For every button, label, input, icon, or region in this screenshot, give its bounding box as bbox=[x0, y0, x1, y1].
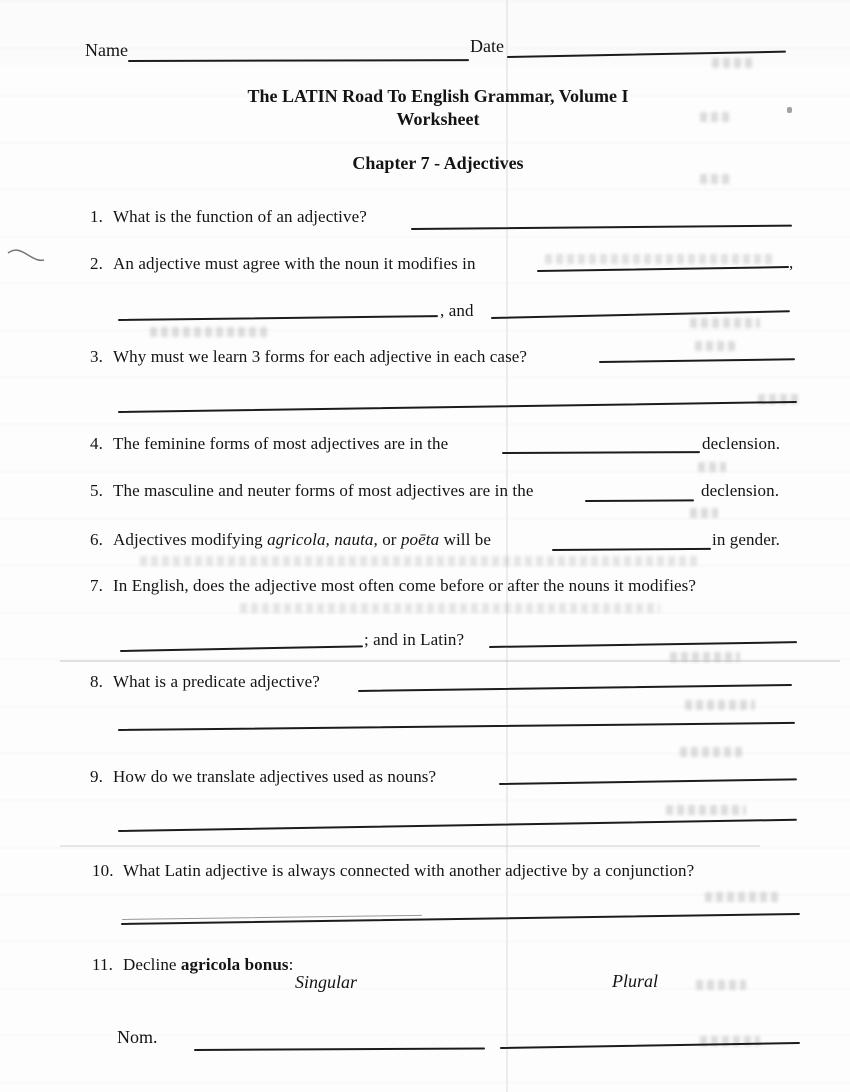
question-5 bbox=[90, 480, 533, 501]
question-5-number: 5. bbox=[90, 481, 103, 500]
nominative-singular-blank bbox=[194, 1047, 485, 1051]
question-3 bbox=[90, 346, 527, 367]
pen-mark-artifact bbox=[6, 246, 46, 268]
answer-blank-q6 bbox=[552, 548, 711, 551]
bleedthrough-artifact bbox=[666, 805, 746, 815]
bleedthrough-artifact bbox=[150, 327, 270, 337]
date-blank bbox=[507, 51, 786, 58]
answer-blank-q3b bbox=[118, 401, 797, 413]
question-3-number: 3. bbox=[90, 347, 103, 366]
bleedthrough-artifact bbox=[705, 892, 780, 902]
bleedthrough-artifact bbox=[696, 980, 746, 990]
question-11-lead: Decline bbox=[123, 955, 177, 974]
question-2 bbox=[90, 253, 476, 274]
question-6-lead: Adjectives modifying bbox=[113, 530, 263, 549]
bleedthrough-artifact bbox=[670, 652, 740, 662]
question-6-suffix: in gender. bbox=[712, 530, 781, 549]
question-2-text: An adjective must agree with the noun it modifies in bbox=[113, 254, 476, 273]
bleedthrough-artifact bbox=[712, 58, 756, 68]
latin-word-nauta: nauta, bbox=[334, 530, 378, 549]
scanner-streak-horizontal bbox=[60, 845, 760, 847]
bleedthrough-artifact bbox=[680, 747, 742, 757]
answer-blank-q4 bbox=[502, 451, 700, 454]
question-11 bbox=[92, 954, 293, 975]
question-9-number: 9. bbox=[90, 767, 103, 786]
name-blank bbox=[128, 59, 469, 62]
question-4 bbox=[90, 433, 448, 454]
bleedthrough-artifact bbox=[698, 462, 726, 472]
bleedthrough-artifact bbox=[690, 508, 718, 518]
answer-blank-q5 bbox=[585, 499, 694, 501]
bleedthrough-artifact bbox=[240, 603, 660, 613]
plural-column-header: Plural bbox=[612, 971, 659, 991]
question-10-number: 10. bbox=[92, 861, 114, 880]
answer-blank-q8b bbox=[118, 722, 795, 731]
question-9-text: How do we translate adjectives used as nouns? bbox=[113, 767, 437, 786]
bleedthrough-artifact bbox=[140, 556, 700, 566]
question-3-text: Why must we learn 3 forms for each adjective in each case? bbox=[113, 347, 528, 366]
question-1-number: 1. bbox=[90, 207, 103, 226]
question-7 bbox=[90, 575, 696, 596]
question-5-text: The masculine and neuter forms of most adjectives are in the bbox=[113, 481, 534, 500]
latin-word-poeta: poēta bbox=[400, 530, 440, 549]
question-4-suffix: declension. bbox=[702, 434, 781, 453]
question-11-colon: : bbox=[288, 955, 294, 974]
question-8-text: What is a predicate adjective? bbox=[113, 672, 320, 691]
question-1-text: What is the function of an adjective? bbox=[113, 207, 367, 226]
question-2-number: 2. bbox=[90, 254, 103, 273]
decline-phrase: agricola bonus bbox=[180, 955, 289, 974]
worksheet-subtitle: Worksheet bbox=[396, 109, 480, 129]
question-7-number: 7. bbox=[90, 576, 103, 595]
singular-column-header: Singular bbox=[295, 972, 358, 992]
name-label: Name bbox=[85, 40, 128, 60]
answer-blank-q3a bbox=[599, 358, 795, 363]
question-6-tail: will be bbox=[443, 530, 492, 549]
answer-blank-q2b bbox=[118, 315, 438, 321]
question-6-number: 6. bbox=[90, 530, 103, 549]
question-10 bbox=[92, 860, 694, 881]
answer-blank-q9a bbox=[499, 778, 797, 784]
question-2-comma: , bbox=[789, 253, 794, 272]
question-8 bbox=[90, 671, 320, 692]
question-6 bbox=[90, 529, 491, 550]
question-5-suffix: declension. bbox=[701, 481, 780, 500]
answer-blank-q7a bbox=[120, 645, 363, 651]
question-2-connector: , and bbox=[440, 301, 474, 320]
answer-blank-q9b bbox=[118, 819, 797, 832]
question-4-number: 4. bbox=[90, 434, 103, 453]
latin-word-agricola: agricola, bbox=[267, 530, 330, 549]
question-4-text: The feminine forms of most adjectives are in the bbox=[113, 434, 449, 453]
question-11-number: 11. bbox=[92, 955, 113, 974]
question-10-text: What Latin adjective is always connected with another adjective by a conjunction? bbox=[123, 861, 695, 880]
question-7-connector: ; and in Latin? bbox=[364, 630, 465, 649]
question-7-text: In English, does the adjective most often come before or after the nouns it modifies? bbox=[113, 576, 697, 595]
bleedthrough-artifact bbox=[700, 174, 730, 184]
bleedthrough-artifact bbox=[685, 700, 755, 710]
bleedthrough-artifact bbox=[695, 341, 735, 351]
bleedthrough-artifact bbox=[690, 318, 760, 328]
answer-blank-q2a bbox=[537, 266, 789, 272]
question-1 bbox=[90, 206, 367, 227]
answer-blank-q7b bbox=[489, 641, 797, 648]
date-label: Date bbox=[470, 36, 504, 56]
answer-blank-q10 bbox=[121, 913, 800, 925]
nominative-case-label: Nom. bbox=[117, 1027, 158, 1047]
bleedthrough-artifact bbox=[545, 254, 775, 264]
question-6-conjunction: or bbox=[382, 530, 397, 549]
answer-blank-q8a bbox=[358, 684, 792, 692]
question-8-number: 8. bbox=[90, 672, 103, 691]
answer-blank-q1 bbox=[411, 225, 792, 230]
chapter-heading: Chapter 7 - Adjectives bbox=[352, 153, 524, 173]
worksheet-title: The LATIN Road To English Grammar, Volume I bbox=[247, 86, 629, 106]
question-9 bbox=[90, 766, 436, 787]
